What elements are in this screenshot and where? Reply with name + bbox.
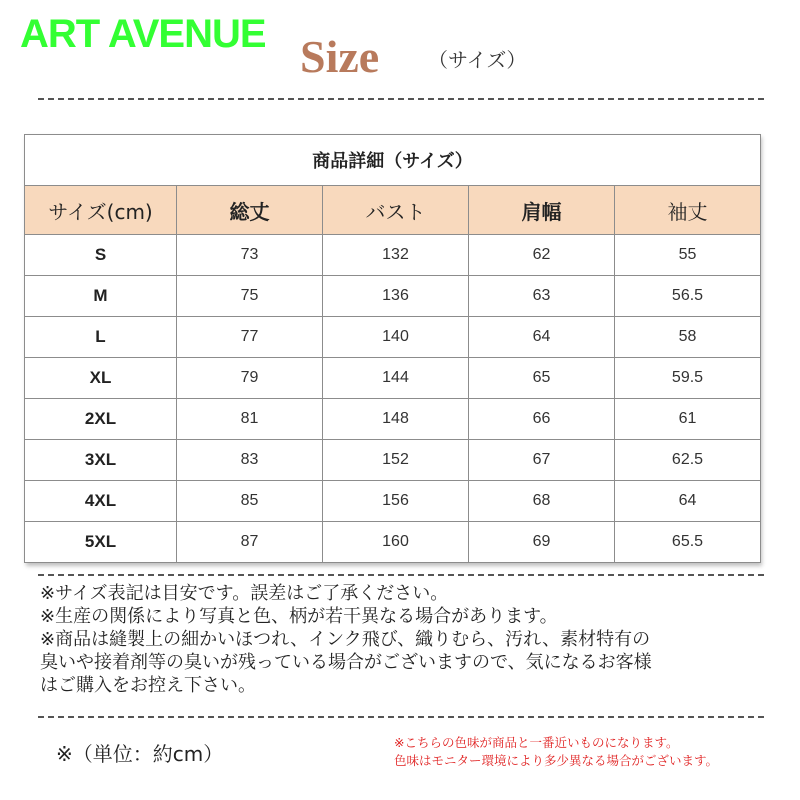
table-row — [25, 440, 761, 481]
column-header-size: サイズ(cm) — [25, 186, 177, 235]
measurement-cell: 65 — [469, 358, 615, 399]
measurement-cell: 75 — [177, 276, 323, 317]
measurement-cell: 77 — [177, 317, 323, 358]
note-line: ※サイズ表記は目安です。誤差はご了承ください。 — [40, 583, 449, 604]
measurement-cell: 65.5 — [615, 522, 761, 563]
size-label-cell: 3XL — [25, 440, 177, 481]
size-label-cell: 4XL — [25, 481, 177, 522]
table-row — [25, 358, 761, 399]
table-header-row — [25, 186, 761, 235]
color-note-line: 色味はモニター環境により多少異なる場合がございます。 — [394, 753, 719, 768]
measurement-cell: 64 — [469, 317, 615, 358]
measurement-cell: 56.5 — [615, 276, 761, 317]
measurement-cell: 160 — [323, 522, 469, 563]
table-row — [25, 481, 761, 522]
note-line: ※商品は縫製上の細かいほつれ、インク飛び、織りむら、汚れ、素材特有の — [40, 629, 651, 650]
note-line: ※生産の関係により写真と色、柄が若干異なる場合があります。 — [40, 606, 558, 627]
table-body — [25, 235, 761, 563]
measurement-cell: 152 — [323, 440, 469, 481]
size-label-cell: L — [25, 317, 177, 358]
table-row — [25, 399, 761, 440]
size-title: Size — [300, 31, 380, 82]
table-row — [25, 235, 761, 276]
size-label-cell: S — [25, 235, 177, 276]
measurement-cell: 58 — [615, 317, 761, 358]
color-note-line: ※こちらの色味が商品と一番近いものになります。 — [394, 735, 679, 750]
size-label-cell: 2XL — [25, 399, 177, 440]
measurement-cell: 64 — [615, 481, 761, 522]
size-label-cell: 5XL — [25, 522, 177, 563]
top-divider — [38, 98, 764, 100]
measurement-cell: 136 — [323, 276, 469, 317]
measurement-cell: 62.5 — [615, 440, 761, 481]
note-line: 臭いや接着剤等の臭いが残っている場合がございますので、気になるお客様 — [40, 652, 652, 673]
measurement-cell: 144 — [323, 358, 469, 399]
size-table-container — [24, 134, 760, 563]
size-subtitle: （サイズ） — [428, 48, 527, 72]
measurement-cell: 55 — [615, 235, 761, 276]
measurement-cell: 63 — [469, 276, 615, 317]
table-row — [25, 522, 761, 563]
measurement-cell: 132 — [323, 235, 469, 276]
measurement-cell: 156 — [323, 481, 469, 522]
column-header-bust: バスト — [323, 186, 469, 235]
measurement-cell: 69 — [469, 522, 615, 563]
measurement-cell: 59.5 — [615, 358, 761, 399]
measurement-cell: 66 — [469, 399, 615, 440]
measurement-cell: 67 — [469, 440, 615, 481]
middle-divider — [38, 574, 764, 576]
notes-block — [40, 582, 780, 697]
column-header-length: 総丈 — [177, 186, 323, 235]
note-line: はご購入をお控え下さい。 — [40, 675, 256, 696]
size-label-cell: M — [25, 276, 177, 317]
table-caption: 商品詳細（サイズ） — [25, 135, 761, 186]
measurement-cell: 87 — [177, 522, 323, 563]
table-row — [25, 276, 761, 317]
measurement-cell: 68 — [469, 481, 615, 522]
column-header-sleeve: 袖丈 — [615, 186, 761, 235]
measurement-cell: 62 — [469, 235, 615, 276]
measurement-cell: 61 — [615, 399, 761, 440]
size-label-cell: XL — [25, 358, 177, 399]
measurement-cell: 81 — [177, 399, 323, 440]
measurement-cell: 140 — [323, 317, 469, 358]
measurement-cell: 79 — [177, 358, 323, 399]
measurement-cell: 83 — [177, 440, 323, 481]
column-header-shoulder: 肩幅 — [469, 186, 615, 235]
bottom-divider — [38, 716, 764, 718]
measurement-cell: 148 — [323, 399, 469, 440]
measurement-cell: 85 — [177, 481, 323, 522]
table-row — [25, 317, 761, 358]
measurement-cell: 73 — [177, 235, 323, 276]
color-note — [394, 734, 718, 770]
unit-note: ※（単位：約cm） — [56, 742, 224, 766]
size-table — [24, 134, 761, 563]
brand-logo: ART AVENUE — [20, 12, 266, 56]
